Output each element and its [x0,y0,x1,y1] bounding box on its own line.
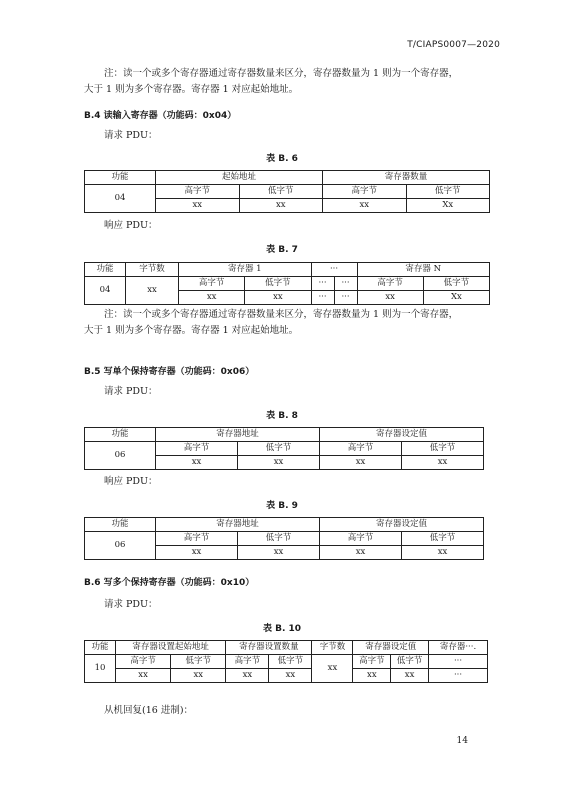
request-pdu-label: 请求 PDU： [104,599,158,610]
table-cell: ··· [429,669,488,683]
table-cell: 04 [85,277,126,305]
table-header: 起始地址 [156,171,323,185]
table-cell: xx [402,546,484,560]
table-header: 高字节 [156,442,238,456]
table-cell: xx [226,669,269,683]
table-cell: xx [156,456,238,470]
slave-reply-label: 从机回复(16 进制)： [104,705,194,716]
table-header: ··· [311,277,334,291]
table-header: 低字节 [238,442,320,456]
page-number: 14 [456,736,468,746]
table-header: 功能 [85,263,126,277]
response-pdu-label: 响应 PDU： [104,476,158,487]
table-header: ··· [334,277,357,291]
table-caption-b7: 表 B. 7 [266,245,298,255]
table-header: 功能 [85,428,156,442]
table-b8 [84,427,484,470]
table-header: 寄存器设定值 [353,641,429,655]
note-line: 大于 1 则为多个寄存器。寄存器 1 对应起始地址。 [84,84,299,95]
document-header: T/CIAPS0007—2020 [407,40,500,50]
table-cell: xx [156,199,240,213]
table-header: 寄存器设置数量 [226,641,312,655]
table-header: 高字节 [357,277,423,291]
table-header: 高字节 [156,185,240,199]
note-line: 注：读一个或多个寄存器通过寄存器数量来区分，寄存器数量为 1 则为一个寄存器， [104,309,459,320]
table-header: 功能 [85,171,156,185]
table-cell: xx [171,669,226,683]
section-heading-b4: B.4 读输入寄存器（功能码：0x04） [84,111,237,121]
table-cell: xx [391,669,429,683]
table-header: 高字节 [156,532,238,546]
table-header: 功能 [85,518,156,532]
table-caption-b8: 表 B. 8 [266,411,298,421]
note-line: 大于 1 则为多个寄存器。寄存器 1 对应起始地址。 [84,325,299,336]
table-b10 [84,640,488,683]
table-cell: Xx [423,291,489,305]
table-cell: xx [179,291,245,305]
table-header: 字节数 [312,641,353,655]
table-cell: xx [320,546,402,560]
table-b6 [84,170,490,213]
table-cell: Xx [406,199,490,213]
table-cell: xx [402,456,484,470]
table-cell: xx [239,199,323,213]
table-caption-b10: 表 B. 10 [262,624,302,634]
table-header: 寄存器 N [357,263,490,277]
table-b9 [84,517,484,560]
table-header: 寄存器设定值 [320,518,484,532]
section-heading-b6: B.6 写多个保持寄存器（功能码：0x10） [84,578,255,588]
table-header: 寄存器···. [429,641,488,655]
table-header: 寄存器地址 [156,518,320,532]
table-cell: 10 [85,655,116,683]
table-header: 高字节 [323,185,407,199]
table-header: 寄存器设定值 [320,428,484,442]
table-cell: 06 [85,532,156,560]
table-header: 低字节 [238,532,320,546]
table-cell: xx [116,669,171,683]
table-cell: xx [126,277,179,305]
table-header: 低字节 [402,442,484,456]
table-cell: ··· [334,291,357,305]
table-header: 高字节 [226,655,269,669]
table-header: 低字节 [269,655,312,669]
table-header: 低字节 [402,532,484,546]
table-header: 低字节 [171,655,226,669]
table-cell: xx [238,456,320,470]
table-header: 字节数 [126,263,179,277]
table-caption-b6: 表 B. 6 [266,154,298,164]
table-header: 寄存器地址 [156,428,320,442]
table-header: ··· [311,263,357,277]
request-pdu-label: 请求 PDU： [104,130,158,141]
table-cell: xx [245,291,311,305]
table-header: 低字节 [239,185,323,199]
table-header: 低字节 [406,185,490,199]
table-cell: xx [269,669,312,683]
response-pdu-label: 响应 PDU： [104,220,158,231]
table-header: 高字节 [179,277,245,291]
table-cell: xx [320,456,402,470]
table-cell: xx [357,291,423,305]
table-header: 低字节 [423,277,489,291]
table-cell: 06 [85,442,156,470]
table-header: 功能 [85,641,116,655]
table-cell: ··· [311,291,334,305]
request-pdu-label: 请求 PDU： [104,386,158,397]
table-header: 低字节 [391,655,429,669]
table-cell: xx [312,655,353,683]
section-heading-b5: B.5 写单个保持寄存器（功能码：0x06） [84,367,255,377]
note-line: 注：读一个或多个寄存器通过寄存器数量来区分，寄存器数量为 1 则为一个寄存器， [104,68,459,79]
table-header: 低字节 [245,277,311,291]
table-cell: xx [353,669,391,683]
table-b7 [84,262,490,305]
table-cell: xx [323,199,407,213]
table-header: 寄存器数量 [323,171,490,185]
table-cell: xx [156,546,238,560]
table-header: 高字节 [353,655,391,669]
table-header: 高字节 [116,655,171,669]
table-header: ··· [429,655,488,669]
table-header: 高字节 [320,442,402,456]
table-caption-b9: 表 B. 9 [266,501,298,511]
table-header: 高字节 [320,532,402,546]
table-cell: xx [238,546,320,560]
table-header: 寄存器 1 [179,263,312,277]
table-header: 寄存器设置起始地址 [116,641,226,655]
table-cell: 04 [85,185,156,213]
